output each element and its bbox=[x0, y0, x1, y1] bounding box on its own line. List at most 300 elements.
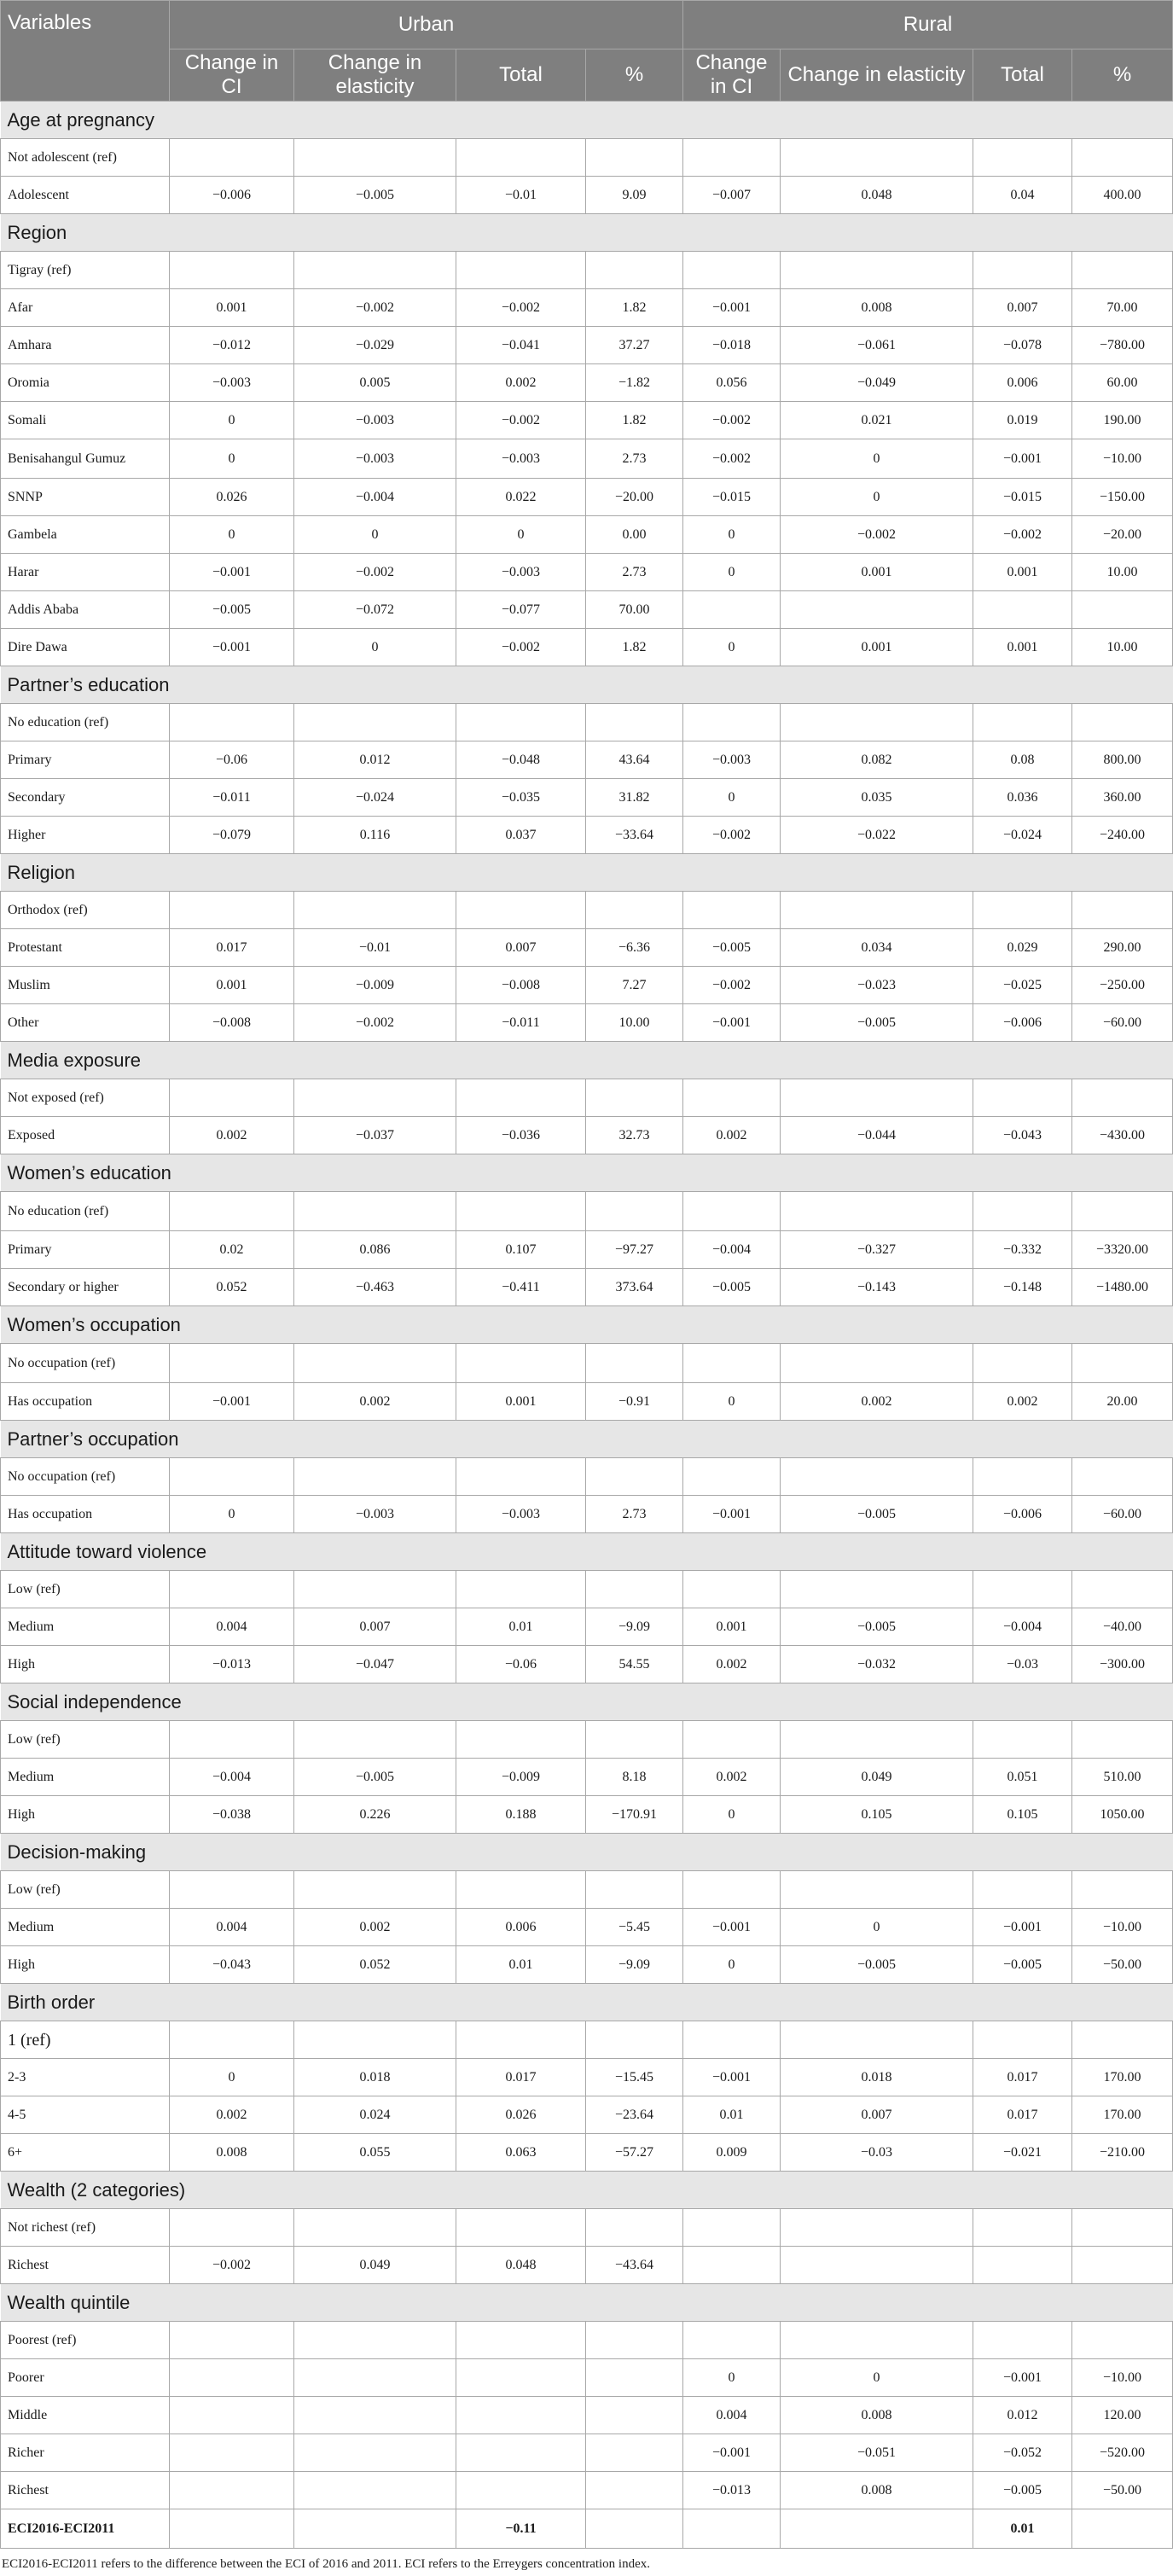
table-cell bbox=[170, 1571, 294, 1608]
table-row bbox=[1, 967, 1173, 1004]
table-cell: −0.148 bbox=[973, 1269, 1072, 1306]
table-cell bbox=[170, 2209, 294, 2247]
section-title: Religion bbox=[1, 854, 1173, 892]
row-label: Higher bbox=[1, 817, 170, 854]
table-cell: −0.079 bbox=[170, 817, 294, 854]
table-row bbox=[1, 516, 1173, 554]
row-label: Orthodox (ref) bbox=[1, 892, 170, 929]
table-cell: −0.006 bbox=[973, 1496, 1072, 1533]
table-cell: −0.007 bbox=[683, 177, 781, 214]
table-cell: 0.086 bbox=[294, 1231, 456, 1269]
table-cell: −0.002 bbox=[170, 2247, 294, 2284]
table-cell: 0 bbox=[456, 516, 586, 554]
table-row bbox=[1, 177, 1173, 214]
row-label: Not richest (ref) bbox=[1, 2209, 170, 2247]
table-cell bbox=[1072, 2509, 1173, 2549]
table-cell: 373.64 bbox=[586, 1269, 683, 1306]
table-cell: 0.002 bbox=[170, 1117, 294, 1154]
table-cell: −0.061 bbox=[781, 327, 973, 364]
table-cell: 0.055 bbox=[294, 2134, 456, 2172]
table-cell: −0.036 bbox=[456, 1117, 586, 1154]
header-rural-total: Total bbox=[973, 49, 1072, 102]
table-cell bbox=[456, 2397, 586, 2434]
table-cell bbox=[456, 2021, 586, 2059]
table-cell: −0.051 bbox=[781, 2434, 973, 2472]
table-row bbox=[1, 2209, 1173, 2247]
table-cell bbox=[170, 2021, 294, 2059]
table-cell: 0.008 bbox=[781, 2472, 973, 2509]
row-label: Exposed bbox=[1, 1117, 170, 1154]
table-cell bbox=[683, 1571, 781, 1608]
table-cell: 10.00 bbox=[1072, 554, 1173, 591]
table-cell: 8.18 bbox=[586, 1759, 683, 1796]
row-label: High bbox=[1, 1796, 170, 1834]
table-cell: 0.007 bbox=[781, 2096, 973, 2134]
table-cell bbox=[586, 1192, 683, 1231]
table-cell: −0.035 bbox=[456, 779, 586, 817]
table-cell: 2.73 bbox=[586, 554, 683, 591]
table-cell: −6.36 bbox=[586, 929, 683, 967]
table-cell: 0 bbox=[781, 439, 973, 479]
table-cell: −0.03 bbox=[973, 1646, 1072, 1683]
table-cell: 0.035 bbox=[781, 779, 973, 817]
table-cell: 0 bbox=[683, 516, 781, 554]
table-cell bbox=[294, 2359, 456, 2397]
row-label: Benisahangul Gumuz bbox=[1, 439, 170, 479]
table-cell: 0.001 bbox=[781, 629, 973, 666]
table-cell bbox=[781, 1079, 973, 1117]
table-cell bbox=[294, 2434, 456, 2472]
table-cell bbox=[294, 1192, 456, 1231]
section-header-row bbox=[1, 1421, 1173, 1458]
row-label: Medium bbox=[1, 1759, 170, 1796]
table-cell bbox=[1072, 2322, 1173, 2359]
table-cell: −0.003 bbox=[170, 364, 294, 402]
table-cell bbox=[683, 892, 781, 929]
table-cell bbox=[294, 704, 456, 741]
table-cell: −0.332 bbox=[973, 1231, 1072, 1269]
table-cell bbox=[456, 1871, 586, 1909]
table-cell: −0.001 bbox=[683, 2434, 781, 2472]
table-cell: 0.036 bbox=[973, 779, 1072, 817]
row-label: Oromia bbox=[1, 364, 170, 402]
table-cell bbox=[781, 892, 973, 929]
table-cell bbox=[294, 1871, 456, 1909]
table-cell: −0.009 bbox=[456, 1759, 586, 1796]
row-label: 6+ bbox=[1, 2134, 170, 2172]
table-row bbox=[1, 1117, 1173, 1154]
table-row bbox=[1, 929, 1173, 967]
table-footnote: ECI2016-ECI2011 refers to the difference between the ECI of 2016 and 2011. ECI refers to the Erreygers concentration index. bbox=[2, 2557, 651, 2571]
table-row bbox=[1, 1383, 1173, 1421]
section-title: Women’s occupation bbox=[1, 1306, 1173, 1344]
table-cell bbox=[781, 704, 973, 741]
table-cell bbox=[973, 2209, 1072, 2247]
table-cell: −0.003 bbox=[683, 741, 781, 779]
table-cell: −0.008 bbox=[456, 967, 586, 1004]
table-cell: 190.00 bbox=[1072, 402, 1173, 439]
row-label: Has occupation bbox=[1, 1383, 170, 1421]
table-cell bbox=[294, 1079, 456, 1117]
row-label: Not adolescent (ref) bbox=[1, 139, 170, 177]
table-cell bbox=[170, 2509, 294, 2549]
table-cell: −0.91 bbox=[586, 1383, 683, 1421]
table-cell: −50.00 bbox=[1072, 2472, 1173, 2509]
table-cell: 0.002 bbox=[973, 1383, 1072, 1421]
table-cell bbox=[586, 1571, 683, 1608]
table-cell bbox=[683, 1344, 781, 1383]
table-cell bbox=[586, 2209, 683, 2247]
table-cell: −0.327 bbox=[781, 1231, 973, 1269]
table-cell bbox=[586, 1871, 683, 1909]
section-header-row bbox=[1, 102, 1173, 139]
table-cell: −9.09 bbox=[586, 1608, 683, 1646]
table-cell: 0.001 bbox=[781, 554, 973, 591]
table-cell bbox=[683, 1192, 781, 1231]
table-cell bbox=[683, 591, 781, 629]
table-cell: 0.034 bbox=[781, 929, 973, 967]
table-cell: −60.00 bbox=[1072, 1496, 1173, 1533]
section-title: Attitude toward violence bbox=[1, 1533, 1173, 1571]
table-cell: −0.005 bbox=[170, 591, 294, 629]
table-cell: 800.00 bbox=[1072, 741, 1173, 779]
table-cell: 0.012 bbox=[294, 741, 456, 779]
table-cell: −0.005 bbox=[683, 1269, 781, 1306]
table-cell: −15.45 bbox=[586, 2059, 683, 2096]
table-cell: −250.00 bbox=[1072, 967, 1173, 1004]
table-cell: −0.048 bbox=[456, 741, 586, 779]
table-cell: −0.001 bbox=[683, 1004, 781, 1042]
table-cell: −0.008 bbox=[170, 1004, 294, 1042]
table-cell: −0.001 bbox=[683, 2059, 781, 2096]
table-row bbox=[1, 1344, 1173, 1383]
section-title: Birth order bbox=[1, 1984, 1173, 2021]
table-cell bbox=[586, 252, 683, 289]
table-cell bbox=[170, 892, 294, 929]
row-label: Amhara bbox=[1, 327, 170, 364]
table-cell: −0.072 bbox=[294, 591, 456, 629]
table-cell: 1.82 bbox=[586, 289, 683, 327]
eci-difference-row bbox=[1, 2509, 1173, 2549]
table-cell bbox=[1072, 591, 1173, 629]
table-cell: 0.048 bbox=[781, 177, 973, 214]
section-title: Partner’s occupation bbox=[1, 1421, 1173, 1458]
table-cell: −0.005 bbox=[781, 1496, 973, 1533]
table-header bbox=[1, 1, 1173, 102]
table-cell: 0.026 bbox=[456, 2096, 586, 2134]
table-cell: −0.013 bbox=[683, 2472, 781, 2509]
table-cell: 0.105 bbox=[781, 1796, 973, 1834]
table-row bbox=[1, 1871, 1173, 1909]
table-row bbox=[1, 704, 1173, 741]
table-cell: 0.052 bbox=[294, 1946, 456, 1984]
table-cell: −0.052 bbox=[973, 2434, 1072, 2472]
table-cell: 0.004 bbox=[683, 2397, 781, 2434]
table-cell: 0.018 bbox=[781, 2059, 973, 2096]
table-cell: 0.007 bbox=[294, 1608, 456, 1646]
table-cell: 0.017 bbox=[973, 2059, 1072, 2096]
table-cell: −0.043 bbox=[973, 1117, 1072, 1154]
table-cell: 0.001 bbox=[973, 629, 1072, 666]
table-row bbox=[1, 2021, 1173, 2059]
table-row bbox=[1, 2397, 1173, 2434]
table-cell: 0.052 bbox=[170, 1269, 294, 1306]
table-row bbox=[1, 402, 1173, 439]
table-cell: 31.82 bbox=[586, 779, 683, 817]
table-cell bbox=[781, 1721, 973, 1759]
header-rural: Rural bbox=[683, 1, 1173, 49]
table-cell: −0.002 bbox=[456, 289, 586, 327]
table-cell bbox=[586, 1721, 683, 1759]
table-cell: 0.001 bbox=[170, 967, 294, 1004]
table-cell: −430.00 bbox=[1072, 1117, 1173, 1154]
table-cell: −0.032 bbox=[781, 1646, 973, 1683]
table-cell: 0.008 bbox=[170, 2134, 294, 2172]
table-cell: 0.026 bbox=[170, 479, 294, 516]
table-cell bbox=[586, 2397, 683, 2434]
table-cell bbox=[683, 2021, 781, 2059]
table-cell bbox=[294, 2509, 456, 2549]
table-cell bbox=[456, 704, 586, 741]
table-cell bbox=[586, 2509, 683, 2549]
row-label: Tigray (ref) bbox=[1, 252, 170, 289]
table-cell: 2.73 bbox=[586, 1496, 683, 1533]
table-cell bbox=[294, 2021, 456, 2059]
table-cell: −0.001 bbox=[973, 439, 1072, 479]
row-label: Protestant bbox=[1, 929, 170, 967]
table-cell bbox=[683, 1458, 781, 1496]
table-cell bbox=[683, 252, 781, 289]
table-cell: −0.005 bbox=[781, 1946, 973, 1984]
table-cell bbox=[294, 2472, 456, 2509]
table-cell bbox=[1072, 892, 1173, 929]
table-cell bbox=[294, 892, 456, 929]
table-cell bbox=[456, 1571, 586, 1608]
table-cell: −0.024 bbox=[973, 817, 1072, 854]
table-row bbox=[1, 364, 1173, 402]
table-cell bbox=[781, 1344, 973, 1383]
table-cell: 0.04 bbox=[973, 177, 1072, 214]
table-cell bbox=[586, 2021, 683, 2059]
table-cell: −43.64 bbox=[586, 2247, 683, 2284]
table-cell bbox=[586, 2434, 683, 2472]
table-cell bbox=[683, 2247, 781, 2284]
table-cell: 0.008 bbox=[781, 289, 973, 327]
table-cell bbox=[170, 139, 294, 177]
table-cell bbox=[586, 2359, 683, 2397]
table-cell: −60.00 bbox=[1072, 1004, 1173, 1042]
table-cell: 70.00 bbox=[586, 591, 683, 629]
table-cell: −0.011 bbox=[456, 1004, 586, 1042]
table-cell bbox=[1072, 1571, 1173, 1608]
table-cell: −0.044 bbox=[781, 1117, 973, 1154]
table-cell bbox=[683, 1079, 781, 1117]
row-label: Poorer bbox=[1, 2359, 170, 2397]
table-cell: −0.002 bbox=[683, 439, 781, 479]
header-rural-percent: % bbox=[1072, 49, 1173, 102]
table-row bbox=[1, 1079, 1173, 1117]
table-cell bbox=[781, 2247, 973, 2284]
table-cell bbox=[294, 2209, 456, 2247]
table-row bbox=[1, 2434, 1173, 2472]
table-cell: −10.00 bbox=[1072, 439, 1173, 479]
table-cell bbox=[973, 2322, 1072, 2359]
table-cell bbox=[973, 2021, 1072, 2059]
table-row bbox=[1, 779, 1173, 817]
header-rural-change-ci: Change in CI bbox=[683, 49, 781, 102]
table-cell: −0.002 bbox=[781, 516, 973, 554]
row-label: Other bbox=[1, 1004, 170, 1042]
table-cell: −0.005 bbox=[294, 177, 456, 214]
table-cell: −0.004 bbox=[170, 1759, 294, 1796]
table-cell: 0 bbox=[170, 439, 294, 479]
table-cell bbox=[586, 2472, 683, 2509]
table-row bbox=[1, 2096, 1173, 2134]
table-cell: −0.002 bbox=[683, 967, 781, 1004]
table-cell: −0.001 bbox=[170, 1383, 294, 1421]
table-row bbox=[1, 139, 1173, 177]
table-row bbox=[1, 591, 1173, 629]
table-cell: −150.00 bbox=[1072, 479, 1173, 516]
table-cell bbox=[1072, 252, 1173, 289]
table-cell: −0.011 bbox=[170, 779, 294, 817]
table-row bbox=[1, 1231, 1173, 1269]
table-row bbox=[1, 1946, 1173, 1984]
table-cell: −0.015 bbox=[683, 479, 781, 516]
table-cell bbox=[170, 2472, 294, 2509]
table-cell: 0.002 bbox=[170, 2096, 294, 2134]
table-row bbox=[1, 1192, 1173, 1231]
table-cell bbox=[170, 1458, 294, 1496]
table-cell bbox=[170, 2359, 294, 2397]
table-cell: 0.048 bbox=[456, 2247, 586, 2284]
table-cell: −0.009 bbox=[294, 967, 456, 1004]
table-cell: −0.022 bbox=[781, 817, 973, 854]
section-header-row bbox=[1, 2284, 1173, 2322]
table-cell bbox=[1072, 2209, 1173, 2247]
table-cell: 0.024 bbox=[294, 2096, 456, 2134]
table-cell: 0 bbox=[683, 629, 781, 666]
section-header-row bbox=[1, 666, 1173, 704]
table-row bbox=[1, 289, 1173, 327]
table-cell: 0.002 bbox=[294, 1383, 456, 1421]
table-cell: −1480.00 bbox=[1072, 1269, 1173, 1306]
table-cell: −0.005 bbox=[973, 2472, 1072, 2509]
table-cell: 0 bbox=[683, 2359, 781, 2397]
table-cell: −0.11 bbox=[456, 2509, 586, 2549]
table-cell bbox=[456, 1344, 586, 1383]
table-row bbox=[1, 1909, 1173, 1946]
table-cell bbox=[456, 2209, 586, 2247]
table-cell bbox=[456, 2434, 586, 2472]
table-cell: 0.029 bbox=[973, 929, 1072, 967]
table-cell: 0.006 bbox=[456, 1909, 586, 1946]
table-row bbox=[1, 327, 1173, 364]
table-cell: 0.006 bbox=[973, 364, 1072, 402]
table-cell: −0.002 bbox=[973, 516, 1072, 554]
section-title: Social independence bbox=[1, 1683, 1173, 1721]
table-cell: 0 bbox=[170, 402, 294, 439]
row-label: No education (ref) bbox=[1, 704, 170, 741]
table-cell: −0.001 bbox=[973, 2359, 1072, 2397]
table-cell bbox=[456, 1458, 586, 1496]
table-cell bbox=[1072, 1079, 1173, 1117]
table-cell bbox=[781, 139, 973, 177]
table-cell bbox=[683, 1871, 781, 1909]
table-cell: −0.015 bbox=[973, 479, 1072, 516]
row-label: No occupation (ref) bbox=[1, 1344, 170, 1383]
table-cell bbox=[456, 2359, 586, 2397]
table-cell: 2.73 bbox=[586, 439, 683, 479]
table-row bbox=[1, 439, 1173, 479]
row-label: Has occupation bbox=[1, 1496, 170, 1533]
table-cell: 0.007 bbox=[973, 289, 1072, 327]
table-cell: 9.09 bbox=[586, 177, 683, 214]
table-row bbox=[1, 2359, 1173, 2397]
header-urban: Urban bbox=[170, 1, 683, 49]
row-label: No education (ref) bbox=[1, 1192, 170, 1231]
table-cell bbox=[1072, 1458, 1173, 1496]
row-label: ECI2016-ECI2011 bbox=[1, 2509, 170, 2549]
table-cell bbox=[781, 2209, 973, 2247]
table-cell: 32.73 bbox=[586, 1117, 683, 1154]
table-cell: −0.463 bbox=[294, 1269, 456, 1306]
table-cell: −170.91 bbox=[586, 1796, 683, 1834]
table-cell: 0.08 bbox=[973, 741, 1072, 779]
table-row bbox=[1, 1496, 1173, 1533]
table-cell: −0.002 bbox=[683, 402, 781, 439]
table-cell: 0.018 bbox=[294, 2059, 456, 2096]
header-urban-change-ci: Change in CI bbox=[170, 49, 294, 102]
table-cell bbox=[973, 591, 1072, 629]
table-cell bbox=[456, 139, 586, 177]
table-cell: 400.00 bbox=[1072, 177, 1173, 214]
table-cell bbox=[170, 1192, 294, 1231]
table-cell: 0 bbox=[170, 516, 294, 554]
table-cell bbox=[973, 1344, 1072, 1383]
table-row bbox=[1, 1269, 1173, 1306]
table-cell: −50.00 bbox=[1072, 1946, 1173, 1984]
table-cell: 10.00 bbox=[1072, 629, 1173, 666]
table-row bbox=[1, 1646, 1173, 1683]
table-cell: 0.022 bbox=[456, 479, 586, 516]
table-cell: −0.002 bbox=[294, 554, 456, 591]
table-cell: 0.017 bbox=[456, 2059, 586, 2096]
table-cell bbox=[1072, 704, 1173, 741]
table-row bbox=[1, 1571, 1173, 1608]
table-cell: −0.001 bbox=[683, 1909, 781, 1946]
table-cell: 360.00 bbox=[1072, 779, 1173, 817]
section-title: Decision-making bbox=[1, 1834, 1173, 1871]
table-cell: 0 bbox=[781, 1909, 973, 1946]
table-cell: −0.002 bbox=[456, 629, 586, 666]
row-label: Secondary bbox=[1, 779, 170, 817]
table-cell: 1.82 bbox=[586, 402, 683, 439]
table-cell: 54.55 bbox=[586, 1646, 683, 1683]
table-cell bbox=[781, 1571, 973, 1608]
table-cell: −0.005 bbox=[973, 1946, 1072, 1984]
table-cell: −20.00 bbox=[1072, 516, 1173, 554]
table-cell bbox=[781, 2021, 973, 2059]
row-label: Dire Dawa bbox=[1, 629, 170, 666]
table-row bbox=[1, 1796, 1173, 1834]
table-cell bbox=[586, 1458, 683, 1496]
table-cell: 0.226 bbox=[294, 1796, 456, 1834]
table-cell: −0.003 bbox=[456, 439, 586, 479]
table-cell: −0.06 bbox=[456, 1646, 586, 1683]
header-rural-change-elasticity: Change in elasticity bbox=[781, 49, 973, 102]
table-cell: 0.01 bbox=[456, 1608, 586, 1646]
